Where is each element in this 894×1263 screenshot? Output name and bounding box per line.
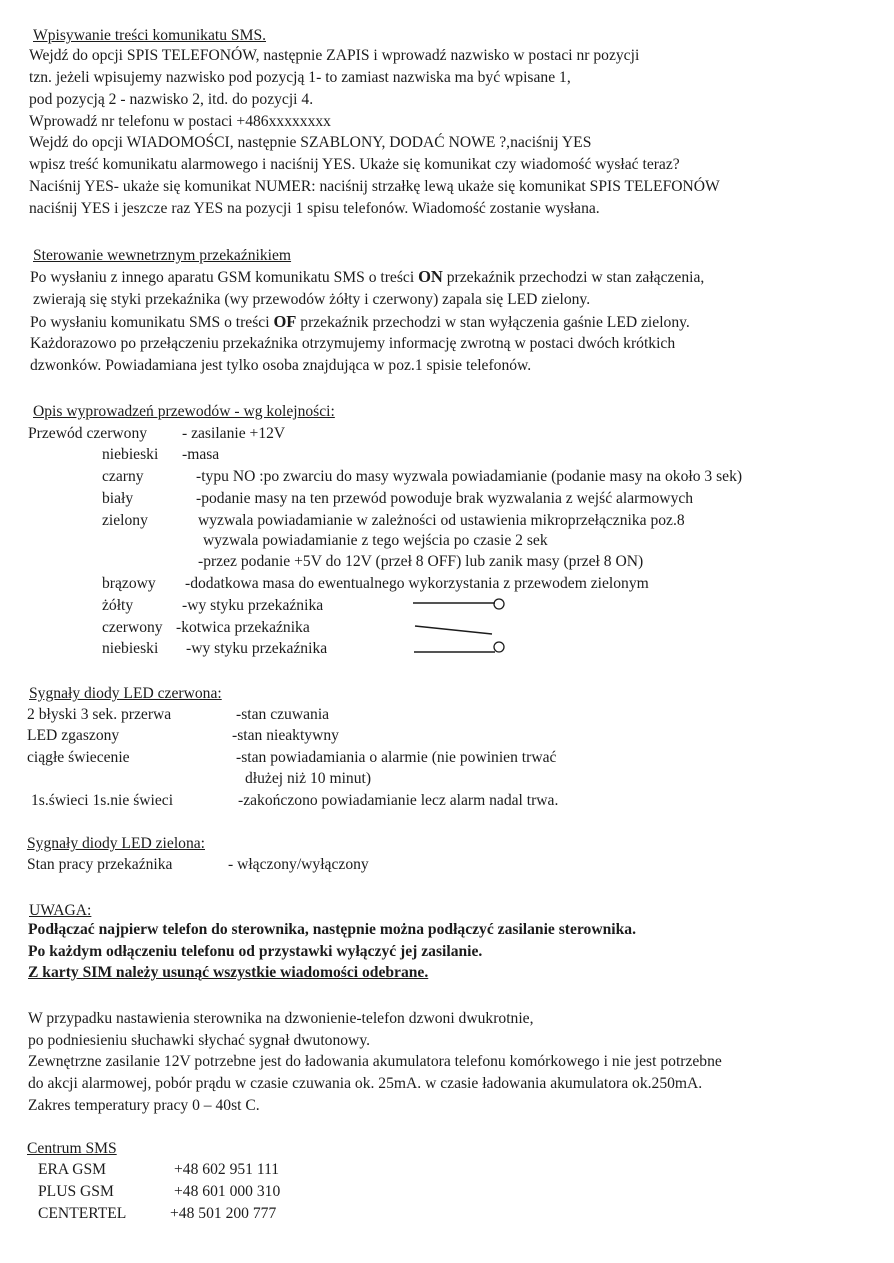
wire-name: zielony <box>102 512 148 529</box>
wire-name: brązowy <box>102 575 156 592</box>
sms-center-operator: CENTERTEL <box>38 1205 127 1222</box>
wire-name: niebieski <box>102 446 159 463</box>
wire-name: niebieski <box>102 640 159 657</box>
led-signal: Stan pracy przekaźnika <box>27 856 173 873</box>
sms-instruction-line: naciśnij YES i jeszcze raz YES na pozycji 1 spisu telefonów. Wiadomość zostanie wysłana. <box>29 200 600 217</box>
led-state: -zakończono powiadamianie lecz alarm nadal trwa. <box>238 792 559 809</box>
sms-instruction-line: Naciśnij YES- ukaże się komunikat NUMER: naciśnij strzałkę lewą ukaże się komunikat SPIS TELEFONÓW <box>29 178 720 195</box>
warning-line: Z karty SIM należy usunąć wszystkie wiadomości odebrane. <box>28 964 429 981</box>
wire-description: -typu NO :po zwarciu do masy wyzwala powiadamianie (podanie masy na około 3 sek) <box>196 468 743 485</box>
led-signal: 2 błyski 3 sek. przerwa <box>27 706 172 723</box>
sms-instruction-line: Wprowadź nr telefonu w postaci +486xxxxxxxx <box>29 113 331 130</box>
wire-description: wyzwala powiadamianie z tego wejścia po czasie 2 sek <box>203 532 548 549</box>
led-state: dłużej niż 10 minut) <box>245 770 372 787</box>
sms-center-number: +48 602 951 111 <box>174 1161 280 1178</box>
sms-command-off: OF <box>273 312 297 331</box>
wire-name: czerwony <box>102 619 163 636</box>
wire-description: -przez podanie +5V do 12V (przeł 8 OFF) lub zanik masy (przeł 8 ON) <box>198 553 644 570</box>
wire-description: -podanie masy na ten przewód powoduje brak wyzwalania z wejść alarmowych <box>196 490 694 507</box>
wire-description: -masa <box>182 446 220 463</box>
sms-center-operator: PLUS GSM <box>38 1183 114 1200</box>
wire-description: wyzwala powiadamianie w zależności od ustawienia mikroprzełącznika poz.8 <box>198 512 685 529</box>
wire-description: -dodatkowa masa do ewentualnego wykorzystania z przewodem zielonym <box>185 575 649 592</box>
relay-contact-symbol <box>410 592 515 658</box>
wire-name: żółty <box>102 597 134 614</box>
note-line: W przypadku nastawienia sterownika na dzwonienie-telefon dzwoni dwukrotnie, <box>28 1010 534 1027</box>
led-state: - włączony/wyłączony <box>228 856 369 873</box>
led-red-section-heading: Sygnały diody LED czerwona: <box>29 685 222 702</box>
warning-line: Po każdym odłączeniu telefonu od przystawki wyłączyć jej zasilanie. <box>28 943 483 960</box>
note-line: do akcji alarmowej, pobór prądu w czasie czuwania ok. 25mA. w czasie ładowania akumulatora ok.250mA. <box>28 1075 703 1092</box>
wire-name: biały <box>102 490 134 507</box>
relay-description-line: Po wysłaniu komunikatu SMS o treści OF przekaźnik przechodzi w stan wyłączenia gaśnie LED zielony. <box>30 312 690 331</box>
led-green-section-heading: Sygnały diody LED zielona: <box>27 835 205 852</box>
relay-description-line: dzwonków. Powiadamiana jest tylko osoba znajdująca w poz.1 spisie telefonów. <box>30 357 532 374</box>
wire-description: - zasilanie +12V <box>182 425 286 442</box>
led-state: -stan czuwania <box>236 706 330 723</box>
wire-description: -wy styku przekaźnika <box>186 640 328 657</box>
wire-name: Przewód czerwony <box>28 425 148 442</box>
wire-name: czarny <box>102 468 144 485</box>
sms-center-number: +48 601 000 310 <box>174 1183 281 1200</box>
led-state: -stan nieaktywny <box>232 727 339 744</box>
wire-description: -wy styku przekaźnika <box>182 597 324 614</box>
sms-section-heading: Wpisywanie treści komunikatu SMS. <box>33 27 267 44</box>
note-line: Zewnętrzne zasilanie 12V potrzebne jest do ładowania akumulatora telefonu komórkowego i nie jest potrzebne <box>28 1053 722 1070</box>
led-signal: LED zgaszony <box>27 727 120 744</box>
led-signal: ciągłe świecenie <box>27 749 130 766</box>
led-signal: 1s.świeci 1s.nie świeci <box>31 792 174 809</box>
sms-center-number: +48 501 200 777 <box>170 1205 277 1222</box>
note-line: po podniesieniu słuchawki słychać sygnał dwutonowy. <box>28 1032 370 1049</box>
warning-line: Podłączać najpierw telefon do sterownika, następnie można podłączyć zasilanie sterownika. <box>28 921 636 938</box>
sms-instruction-line: Wejdź do opcji WIADOMOŚCI, następnie SZABLONY, DODAĆ NOWE ?,naciśnij YES <box>29 134 592 151</box>
sms-instruction-line: pod pozycją 2 - nazwisko 2, itd. do pozycji 4. <box>29 91 314 108</box>
sms-instruction-line: Wejdź do opcji SPIS TELEFONÓW, następnie ZAPIS i wprowadź nazwisko w postaci nr pozycji <box>29 47 640 64</box>
relay-description-line: zwierają się styki przekaźnika (wy przewodów żółty i czerwony) zapala się LED zielony. <box>33 291 591 308</box>
sms-center-operator: ERA GSM <box>38 1161 107 1178</box>
relay-description-line: Każdorazowo po przełączeniu przekaźnika otrzymujemy informację zwrotną w postaci dwóch krótkich <box>30 335 676 352</box>
sms-centers-heading: Centrum SMS <box>27 1140 117 1157</box>
relay-section-heading: Sterowanie wewnetrznym przekaźnikiem <box>33 247 292 264</box>
warning-heading: UWAGA: <box>29 902 92 919</box>
led-state: -stan powiadamiania o alarmie (nie powinien trwać <box>236 749 557 766</box>
sms-instruction-line: tzn. jeżeli wpisujemy nazwisko pod pozycją 1- to zamiast nazwiska ma być wpisane 1, <box>29 69 571 86</box>
wires-section-heading: Opis wyprowadzeń przewodów - wg kolejności: <box>33 403 335 420</box>
note-line: Zakres temperatury pracy 0 – 40st C. <box>28 1097 260 1114</box>
relay-description-line: Po wysłaniu z innego aparatu GSM komunikatu SMS o treści ON przekaźnik przechodzi w stan załączenia, <box>30 267 705 286</box>
sms-instruction-line: wpisz treść komunikatu alarmowego i naciśnij YES. Ukaże się komunikat czy wiadomość wysłać teraz? <box>29 156 680 173</box>
sms-command-on: ON <box>418 267 443 286</box>
wire-description: -kotwica przekaźnika <box>176 619 310 636</box>
